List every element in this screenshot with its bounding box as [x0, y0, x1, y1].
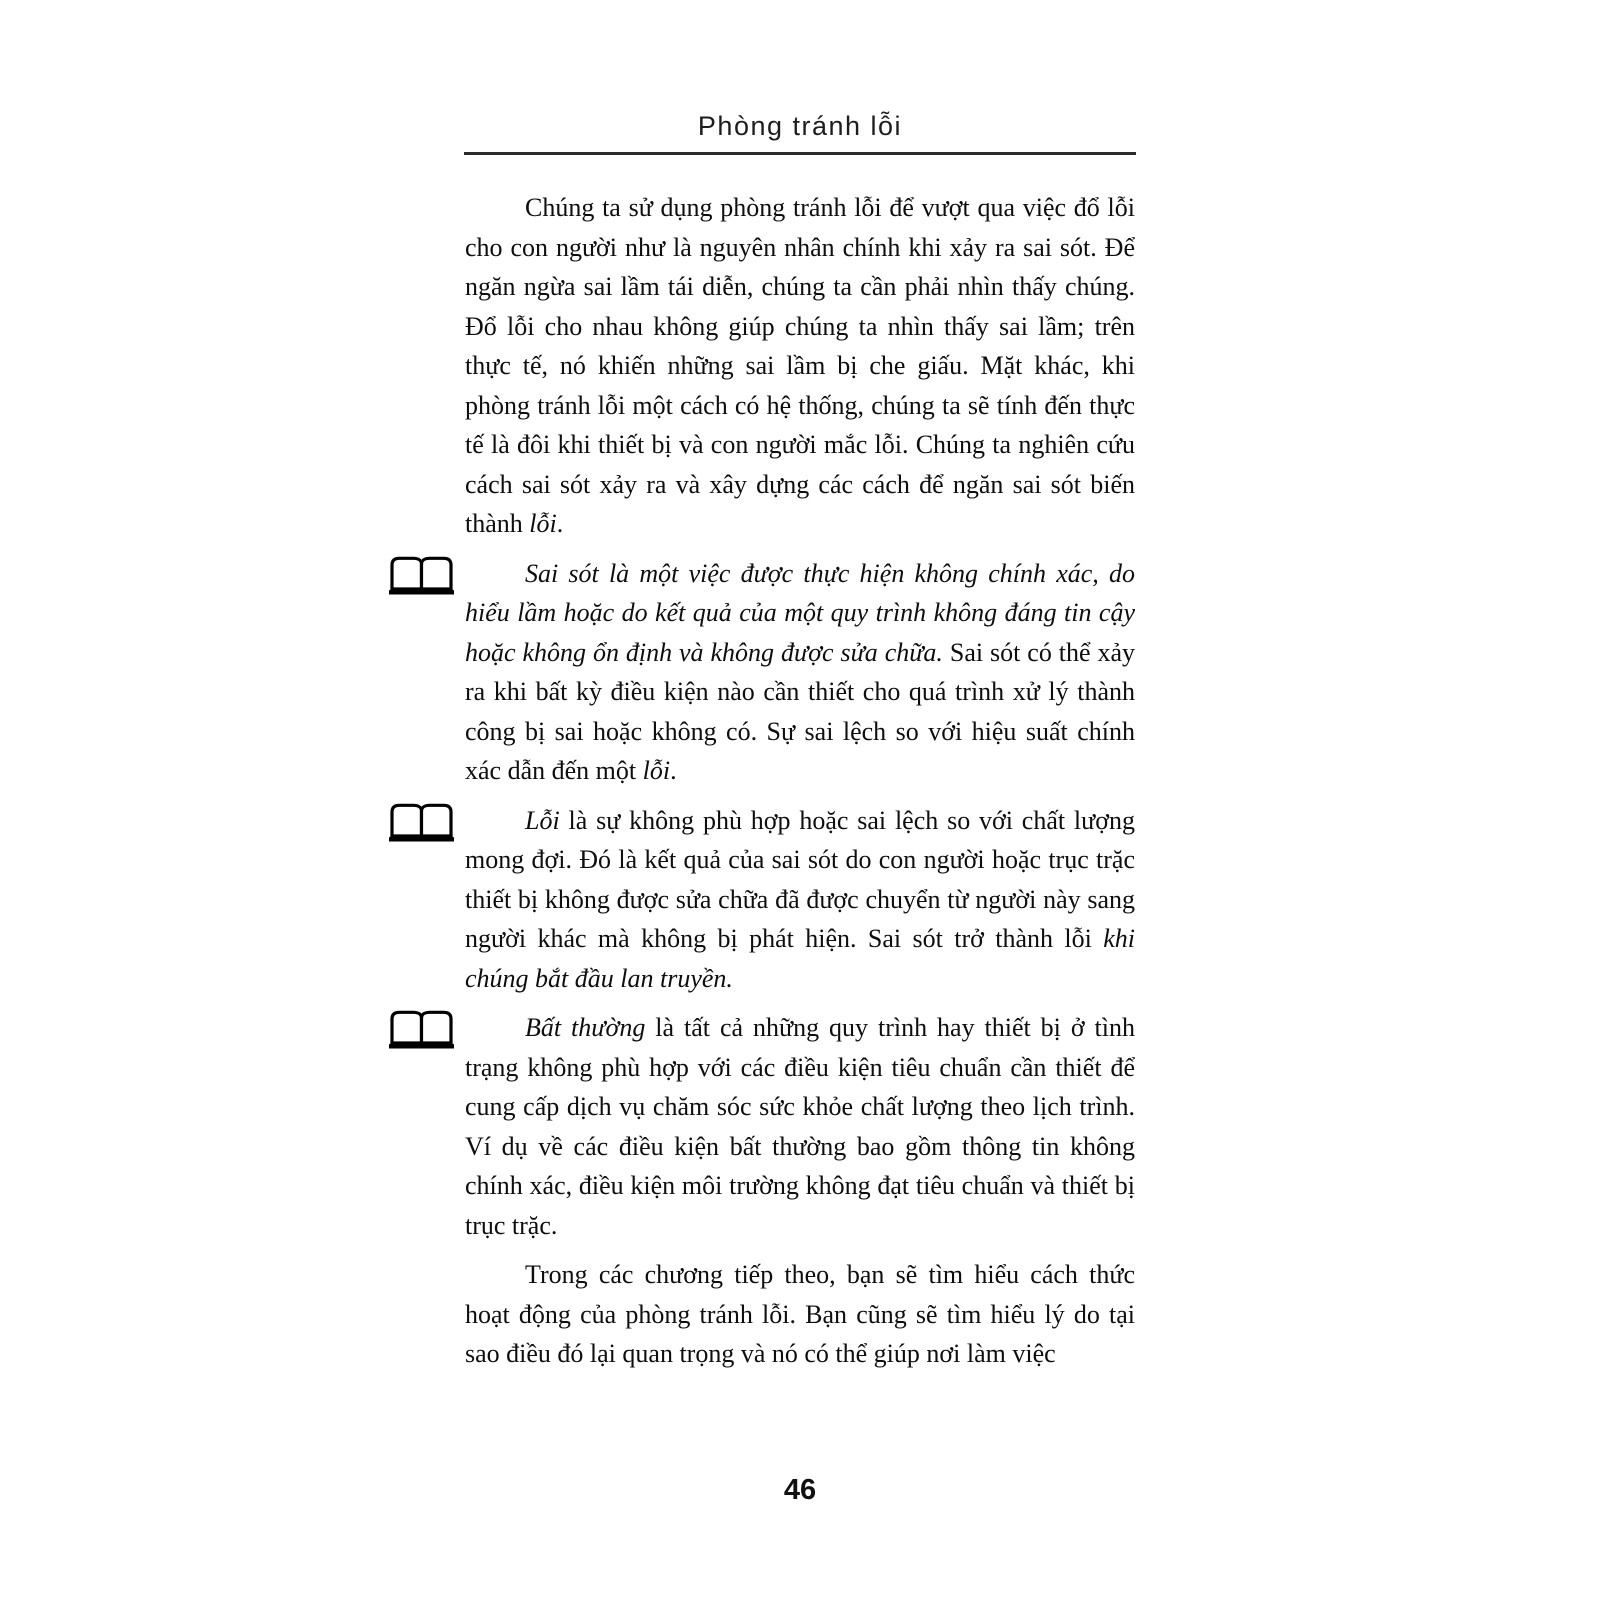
text-segment: Sai sót có thể xảy ra khi bất kỳ điều kiện nào cần thiết cho quá trình xử lý thành công bị sai hoặc không có. Sự sai lệch so với hiệu suất chính xác dẫn đến một	[465, 637, 1135, 785]
paragraph	[465, 554, 1135, 791]
paragraph	[465, 1008, 1135, 1245]
text-segment: là sự không phù hợp hoặc sai lệch so với chất lượng mong đợi. Đó là kết quả của sai sót do con người hoặc trục trặc thiết bị không được sửa chữa đã được chuyển từ người này sang người khác mà không bị phát hiện. Sai sót trở thành lỗi	[465, 805, 1135, 953]
header-rule	[464, 152, 1136, 155]
body-text-column	[465, 188, 1135, 1384]
paragraph	[465, 188, 1135, 544]
text-segment: khi chúng bắt đầu lan truyền.	[465, 924, 1135, 993]
open-book-icon	[385, 1006, 458, 1052]
text-segment: Trong các chương tiếp theo, bạn sẽ tìm hiểu cách thức hoạt động của phòng tránh lỗi. Bạn cũng sẽ tìm hiểu lý do tại sao điều đó lại quan trọng và nó có thể giúp nơi làm việc	[465, 1260, 1135, 1368]
text-segment: lỗi	[642, 756, 671, 785]
page-number: 46	[783, 1474, 817, 1506]
open-book-icon	[385, 799, 458, 845]
text-segment: Lỗi	[525, 805, 560, 835]
text-segment: .	[556, 509, 564, 538]
text-segment: lỗi	[529, 509, 557, 538]
paragraph	[465, 801, 1135, 999]
text-segment: .	[670, 756, 677, 785]
text-segment: Sai sót là một việc được thực hiện không chính xác, do hiểu lầm hoặc do kết quả của một quy trình không đáng tin cậy hoặc không ổn định và không được sửa chữa.	[465, 558, 1135, 667]
text-segment: là tất cả những quy trình hay thiết bị ở tình trạng không phù hợp với các điều kiện tiêu chuẩn cần thiết để cung cấp dịch vụ chăm sóc sức khỏe chất lượng theo lịch trình. Ví dụ về các điều kiện bất thường bao gồm thông tin không chính xác, điều kiện môi trường không đạt tiêu chuẩn và thiết bị trục trặc.	[465, 1013, 1135, 1240]
paragraph	[465, 1255, 1135, 1374]
text-segment: Bất thường	[525, 1013, 646, 1042]
text-segment: Chúng ta sử dụng phòng tránh lỗi để vượt qua việc đổ lỗi cho con người như là nguyên nhân chính khi xảy ra sai sót. Để ngăn ngừa sai lầm tái diễn, chúng ta cần phải nhìn thấy chúng. Đổ lỗi cho nhau không giúp chúng ta nhìn thấy sai lầm; trên thực tế, nó khiến những sai lầm bị che giấu. Mặt khác, khi phòng tránh lỗi một cách có hệ thống, chúng ta sẽ tính đến thực tế là đôi khi thiết bị và con người mắc lỗi. Chúng ta nghiên cứu cách sai sót xảy ra và xây dựng các cách để ngăn sai sót biến thành	[465, 193, 1135, 538]
open-book-icon	[385, 552, 458, 598]
running-head-title: Phòng tránh lỗi	[697, 111, 903, 141]
